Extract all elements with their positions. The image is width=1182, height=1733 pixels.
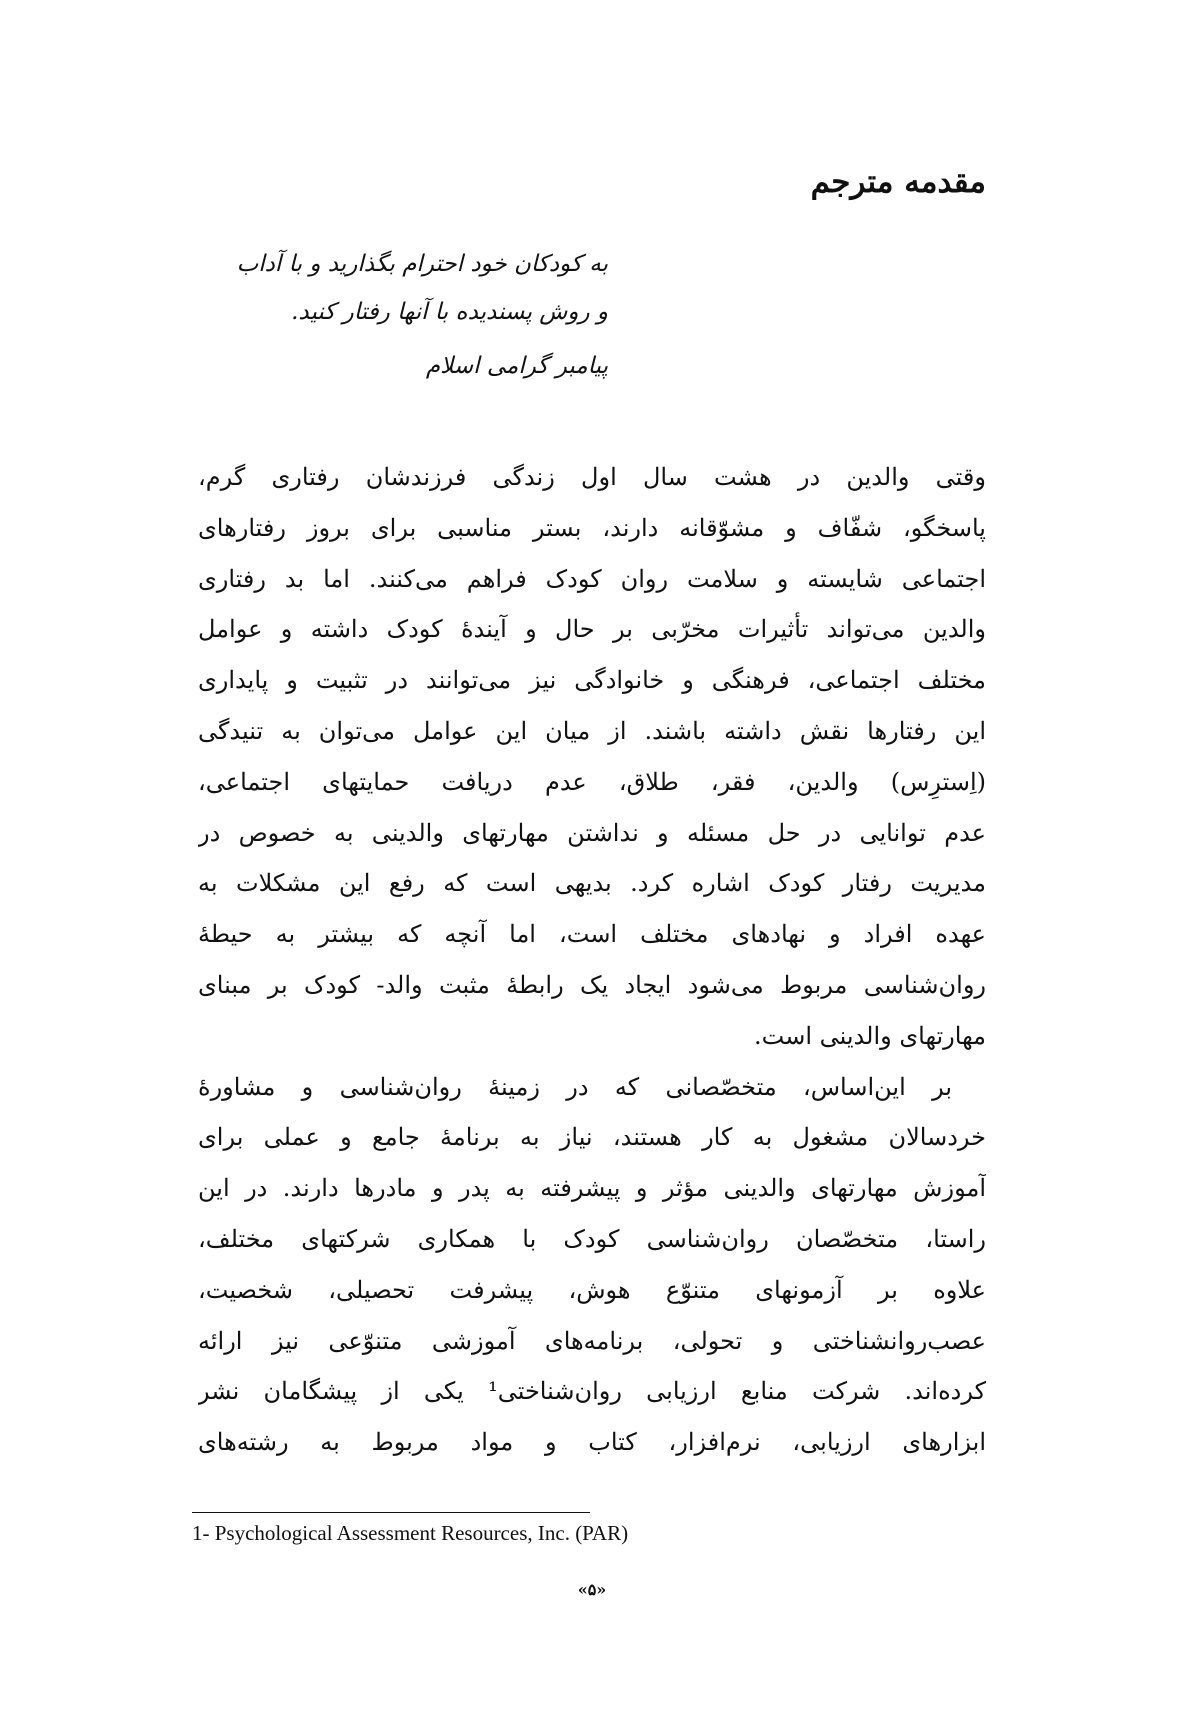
text-line: مهارتهای والدینی است. xyxy=(754,1021,986,1050)
text-line: پاسخگو، شفّاف و مشوّقانه دارند، بستر مناسبی برای بروز رفتارهای xyxy=(198,513,986,542)
epigraph xyxy=(237,240,608,390)
text-line: آموزش مهارتهای والدینی مؤثر و پیشرفته به پدر و مادرها دارند. در این xyxy=(198,1174,986,1203)
body-text xyxy=(198,452,986,1468)
text-line: عصب‌روانشناختی و تحولی، برنامه‌های آموزشی متنوّعی نیز ارائه xyxy=(198,1326,986,1355)
text-line: والدین می‌تواند تأثیرات مخرّبی بر حال و آیندهٔ کودک داشته و عوامل xyxy=(198,615,986,644)
text-line: عدم توانایی در حل مسئله و نداشتن مهارتهای والدینی به خصوص در xyxy=(198,818,986,847)
text-line: علاوه بر آزمونهای متنوّع هوش، پیشرفت تحصیلی، شخصیت، xyxy=(198,1275,986,1304)
page-title: مقدمه مترجم xyxy=(810,164,986,200)
text-line: راستا، متخصّصان روان‌شناسی کودک با همکاری شرکتهای مختلف، xyxy=(198,1224,986,1253)
text-line: مختلف اجتماعی، فرهنگی و خانوادگی نیز می‌توانند در تثبیت و پایداری xyxy=(198,666,986,695)
epigraph-line: به کودکان خود احترام بگذارید و با آداب xyxy=(236,251,608,277)
text-line: خردسالان مشغول به کار هستند، نیاز به برنامهٔ جامع و عملی برای xyxy=(198,1123,986,1152)
epigraph-line: و روش پسندیده با آنها رفتار کنید. xyxy=(291,299,608,325)
text-line: اجتماعی شایسته و سلامت روان کودک فراهم می‌کنند. اما بد رفتاری xyxy=(198,564,986,593)
text-line: (اِسترِس) والدین، فقر، طلاق، عدم دریافت حمایتهای اجتماعی، xyxy=(198,767,986,796)
text-line: روان‌شناسی مربوط می‌شود ایجاد یک رابطهٔ مثبت والد- کودک بر مبنای xyxy=(198,970,986,999)
text-line: بر این‌اساس، متخصّصانی که در زمینهٔ روان‌شناسی و مشاورهٔ xyxy=(198,1072,952,1101)
text-line: کرده‌اند. شرکت منابع ارزیابی روان‌شناختی¹ یکی از پیشگامان نشر xyxy=(198,1377,986,1406)
page-number: «۵» xyxy=(577,1580,607,1599)
text-line: وقتی والدین در هشت سال اول زندگی فرزندشان رفتاری گرم، xyxy=(198,463,986,491)
text-line: عهده افراد و نهادهای مختلف است، اما آنچه که بیشتر به حیطهٔ xyxy=(198,920,986,949)
footnote-divider xyxy=(192,1512,590,1513)
text-line: مدیریت رفتار کودک اشاره کرد. بدیهی است که رفع این مشکلات به xyxy=(198,869,986,898)
text-line: ابزارهای ارزیابی، نرم‌افزار، کتاب و مواد مربوط به رشته‌های xyxy=(198,1428,986,1457)
text-line: این رفتارها نقش داشته باشند. از میان این عوامل می‌توان به تنیدگی xyxy=(198,716,986,745)
epigraph-attribution: پیامبر گرامی اسلام xyxy=(425,353,608,379)
footnote: 1- Psychological Assessment Resources, Inc. (PAR) xyxy=(192,1521,629,1545)
